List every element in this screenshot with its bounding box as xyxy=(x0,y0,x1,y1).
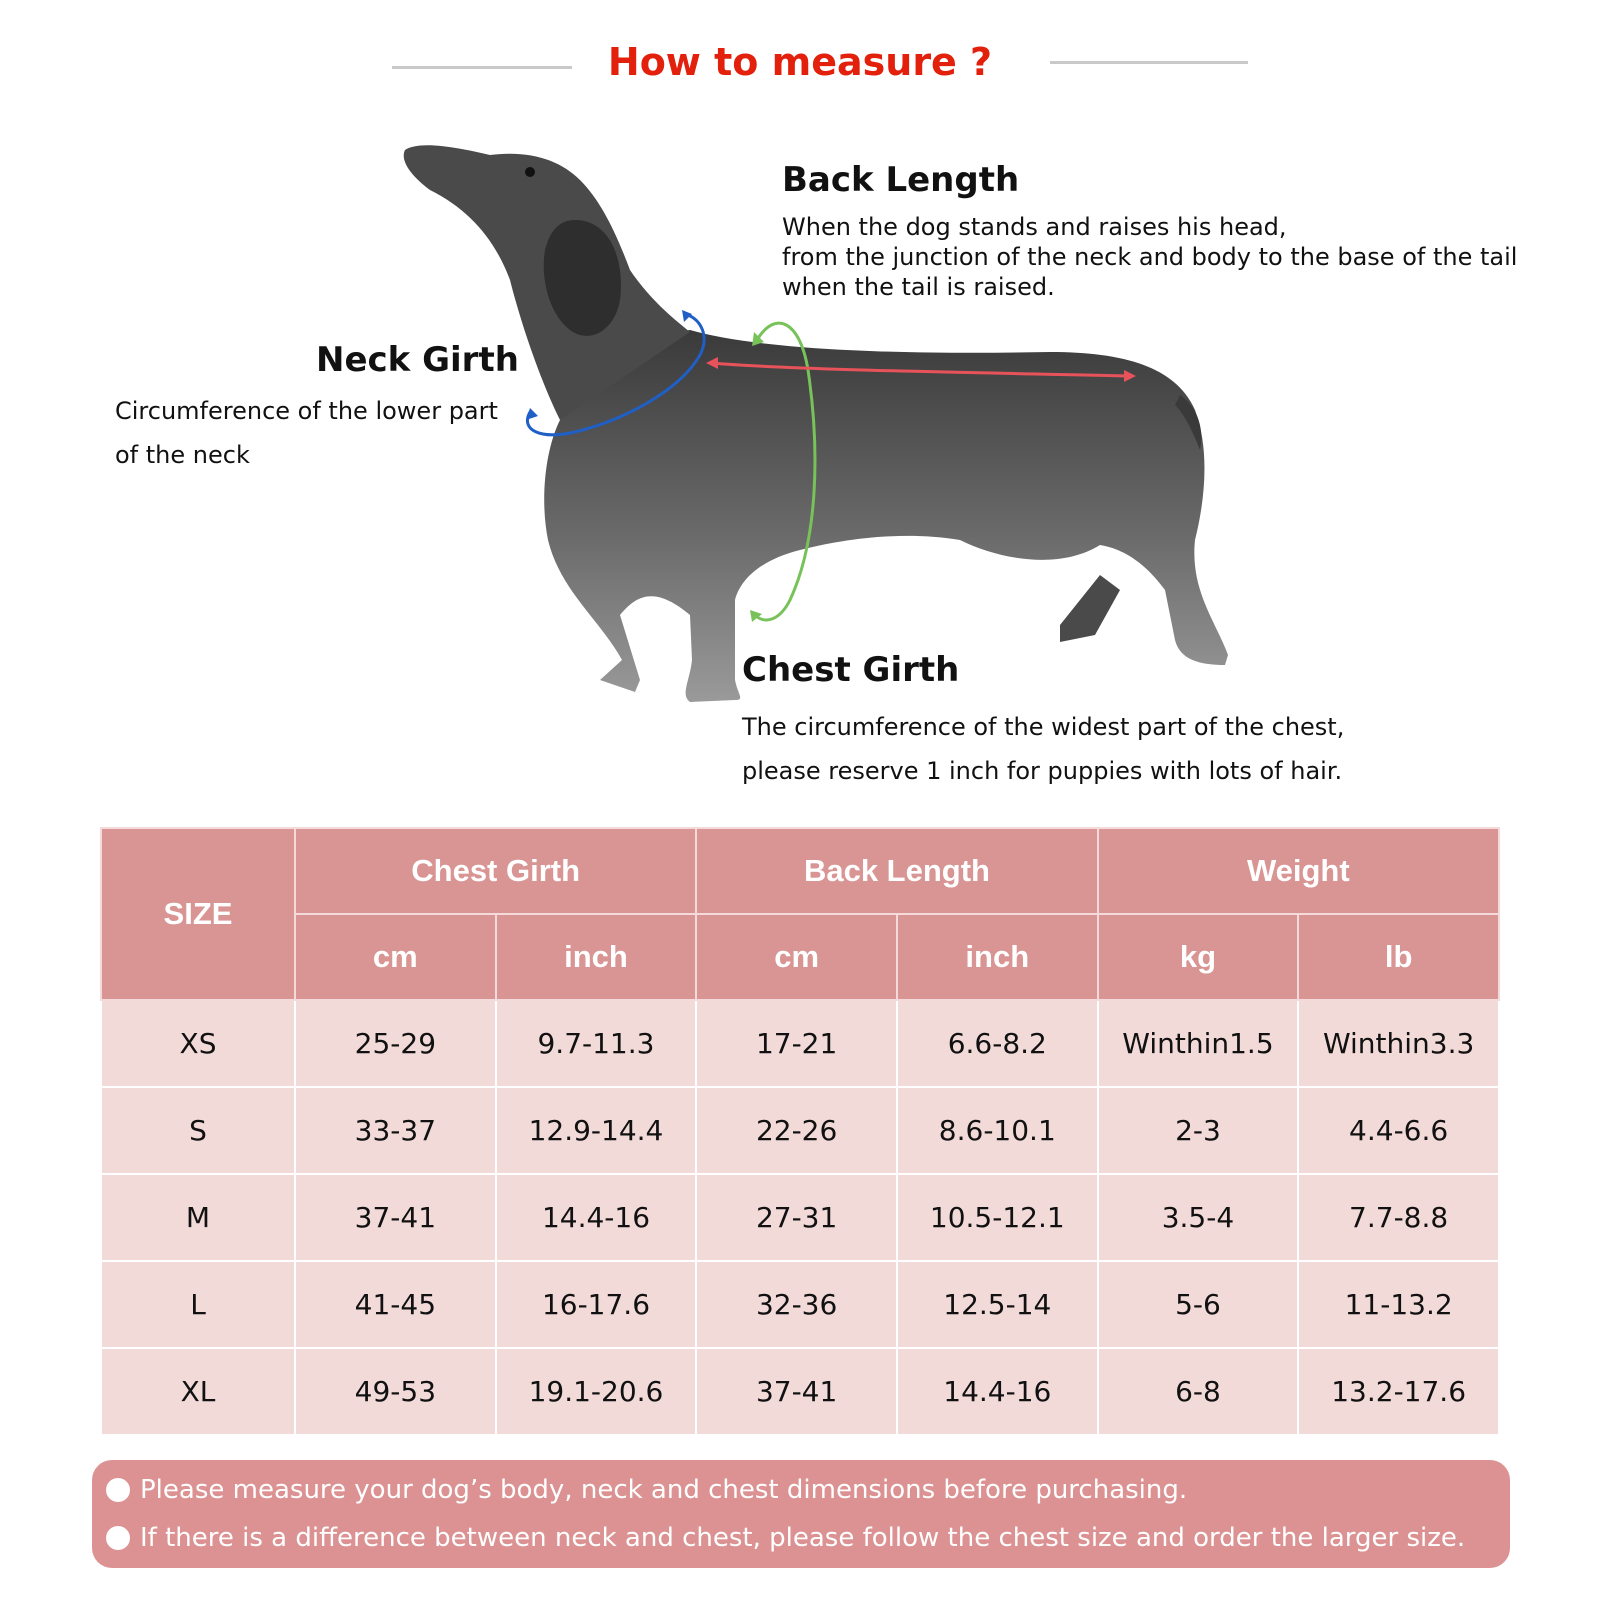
table-cell: 8.6-10.1 xyxy=(897,1087,1098,1174)
table-cell: 4.4-6.6 xyxy=(1298,1087,1499,1174)
note-item xyxy=(106,1466,1510,1514)
chest-girth-desc-line-2: please reserve 1 inch for puppies with lots of hair. xyxy=(742,757,1343,785)
table-cell: 10.5-12.1 xyxy=(897,1174,1098,1261)
neck-girth-desc-line-1: Circumference of the lower part xyxy=(115,397,498,425)
table-cell: 37-41 xyxy=(696,1348,897,1435)
table-cell: 49-53 xyxy=(295,1348,496,1435)
note-item xyxy=(106,1514,1510,1562)
table-cell: Winthin3.3 xyxy=(1298,1000,1499,1087)
table-row xyxy=(101,1261,1499,1348)
back-length-desc-line-1: When the dog stands and raises his head, xyxy=(782,213,1287,241)
table-cell: 17-21 xyxy=(696,1000,897,1087)
table-cell: 3.5-4 xyxy=(1098,1174,1299,1261)
dog-body-shape xyxy=(544,330,1228,702)
table-cell: 22-26 xyxy=(696,1087,897,1174)
unit-header: kg xyxy=(1098,914,1299,1000)
table-cell: 7.7-8.8 xyxy=(1298,1174,1499,1261)
table-unit-header-row xyxy=(101,914,1499,1000)
size-cell: XS xyxy=(101,1000,295,1087)
table-cell: 16-17.6 xyxy=(496,1261,697,1348)
notes-box xyxy=(92,1460,1510,1568)
table-cell: 14.4-16 xyxy=(897,1348,1098,1435)
table-cell: 27-31 xyxy=(696,1174,897,1261)
neck-girth-title: Neck Girth xyxy=(316,340,519,380)
note-text: If there is a difference between neck and chest, please follow the chest size and order the larger size. xyxy=(140,1523,1466,1553)
size-cell: XL xyxy=(101,1348,295,1435)
size-table-body xyxy=(101,1000,1499,1435)
table-cell: 13.2-17.6 xyxy=(1298,1348,1499,1435)
unit-header: inch xyxy=(496,914,697,1000)
size-column-header: SIZE xyxy=(101,828,295,1000)
table-cell: 19.1-20.6 xyxy=(496,1348,697,1435)
table-cell: 6.6-8.2 xyxy=(897,1000,1098,1087)
chest-girth-title: Chest Girth xyxy=(742,650,960,690)
table-cell: 2-3 xyxy=(1098,1087,1299,1174)
table-cell: 33-37 xyxy=(295,1087,496,1174)
table-cell: 41-45 xyxy=(295,1261,496,1348)
weight-group-header: Weight xyxy=(1098,828,1499,914)
table-row xyxy=(101,1000,1499,1087)
unit-header: cm xyxy=(295,914,496,1000)
bullet-icon xyxy=(106,1526,130,1550)
table-cell: 37-41 xyxy=(295,1174,496,1261)
table-row xyxy=(101,1348,1499,1435)
table-cell: 6-8 xyxy=(1098,1348,1299,1435)
chest-girth-group-header: Chest Girth xyxy=(295,828,696,914)
back-length-desc-line-3: when the tail is raised. xyxy=(782,273,1055,301)
size-cell: M xyxy=(101,1174,295,1261)
dog-hind-leg-shape xyxy=(1060,575,1120,642)
table-cell: 12.5-14 xyxy=(897,1261,1098,1348)
back-length-title: Back Length xyxy=(782,160,1020,200)
unit-header: cm xyxy=(696,914,897,1000)
chest-girth-desc-line-1: The circumference of the widest part of the chest, xyxy=(742,713,1345,741)
table-cell: 14.4-16 xyxy=(496,1174,697,1261)
note-text: Please measure your dog’s body, neck and chest dimensions before purchasing. xyxy=(140,1475,1188,1505)
back-length-desc-line-2: from the junction of the neck and body to the base of the tail xyxy=(782,243,1518,271)
size-cell: L xyxy=(101,1261,295,1348)
table-cell: 32-36 xyxy=(696,1261,897,1348)
table-cell: 9.7-11.3 xyxy=(496,1000,697,1087)
bullet-icon xyxy=(106,1478,130,1502)
back-length-group-header: Back Length xyxy=(696,828,1097,914)
dog-eye xyxy=(525,167,535,177)
table-cell: 11-13.2 xyxy=(1298,1261,1499,1348)
page-title: How to measure ? xyxy=(607,40,993,84)
neck-girth-desc-line-2: of the neck xyxy=(115,441,250,469)
table-row xyxy=(101,1174,1499,1261)
table-cell: 25-29 xyxy=(295,1000,496,1087)
dog-illustration-area xyxy=(0,120,1600,810)
unit-header: lb xyxy=(1298,914,1499,1000)
size-chart-table xyxy=(100,827,1500,1436)
unit-header: inch xyxy=(897,914,1098,1000)
table-row xyxy=(101,1087,1499,1174)
size-cell: S xyxy=(101,1087,295,1174)
table-cell: Winthin1.5 xyxy=(1098,1000,1299,1087)
table-cell: 12.9-14.4 xyxy=(496,1087,697,1174)
table-cell: 5-6 xyxy=(1098,1261,1299,1348)
table-group-header-row xyxy=(101,828,1499,914)
